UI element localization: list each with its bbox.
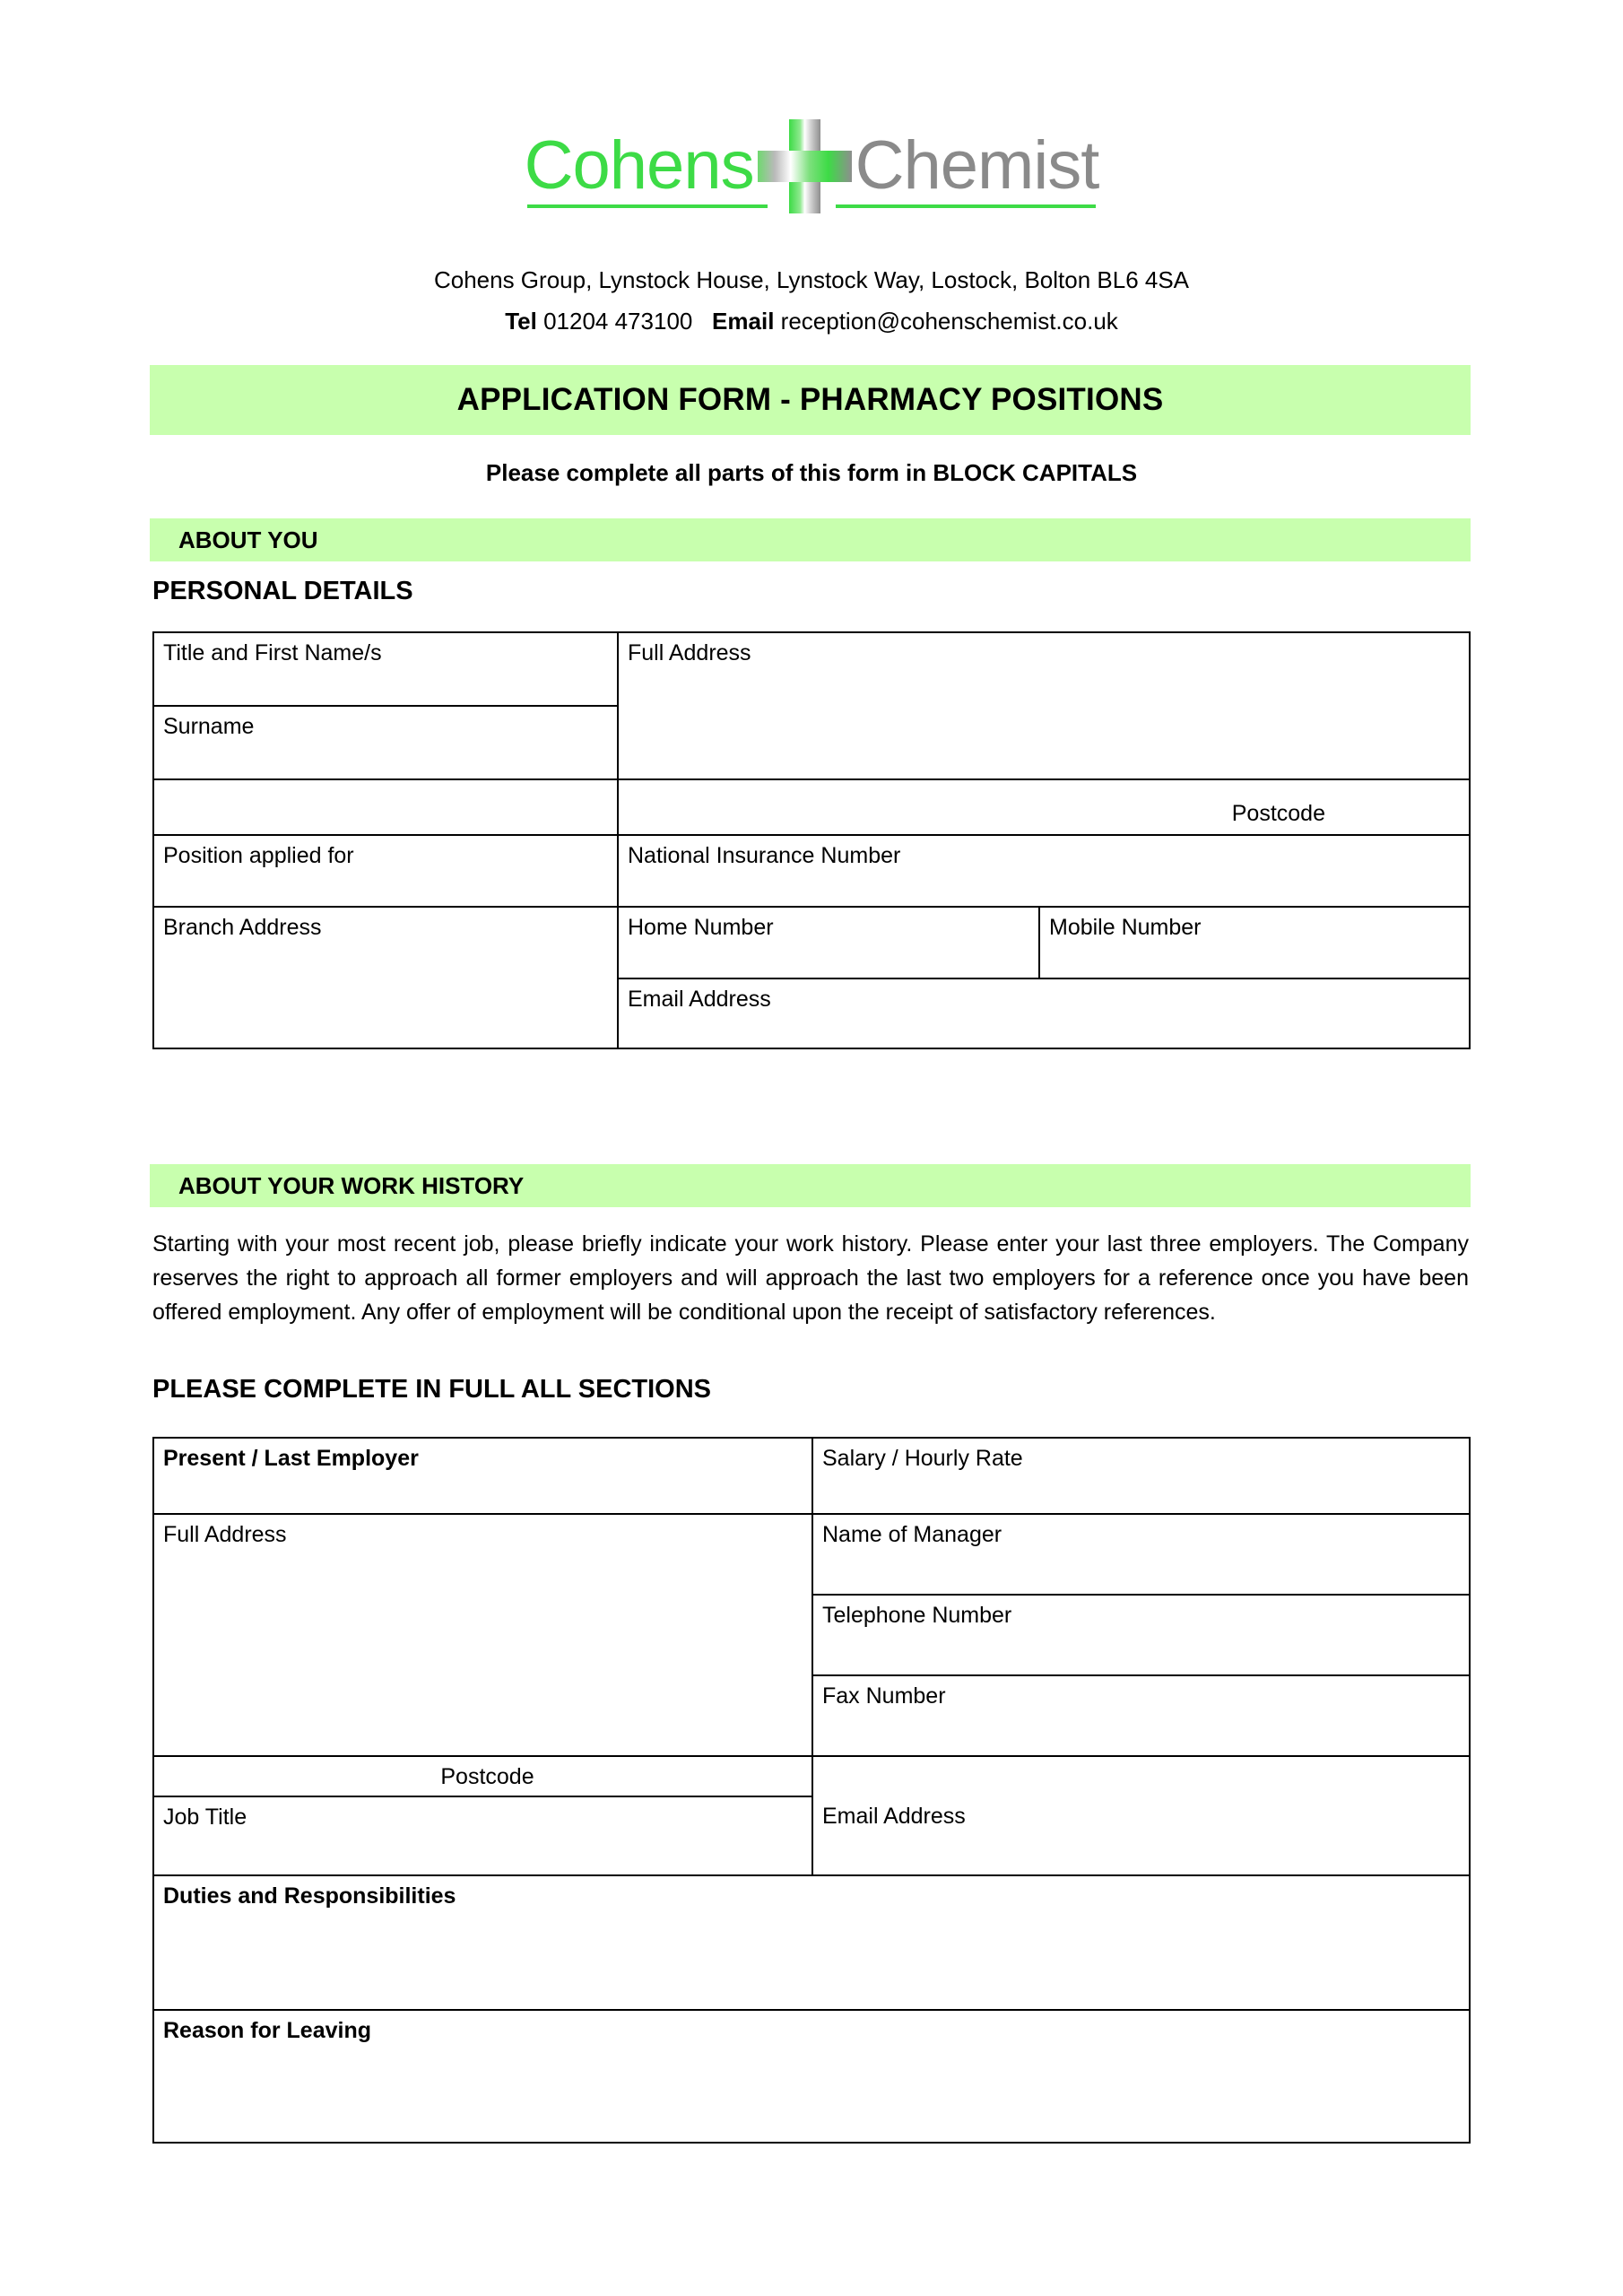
field-salary-hourly-rate[interactable]: Salary / Hourly Rate [812,1438,1470,1514]
tel-number: 01204 473100 [543,308,693,335]
field-name-of-manager[interactable]: Name of Manager [812,1514,1470,1595]
section-header-about-you: ABOUT YOU [150,518,1471,561]
company-address: Cohens Group, Lynstock House, Lynstock Way, Lostock, Bolton BL6 4SA [433,266,1190,293]
form-subtitle: Please complete all parts of this form in BLOCK CAPITALS [485,459,1138,486]
subheading-complete-all-sections: PLEASE COMPLETE IN FULL ALL SECTIONS [152,1375,712,1404]
field-home-number[interactable]: Home Number [618,907,1039,978]
company-logo [0,117,1623,215]
email-address-value: reception@cohenschemist.co.uk [780,308,1118,335]
field-job-title[interactable]: Job Title [153,1796,812,1875]
table-row [153,632,1470,706]
field-position-applied-for[interactable]: Position applied for [153,835,618,907]
table-row [153,1875,1470,2010]
section-header-work-history: ABOUT YOUR WORK HISTORY [150,1164,1471,1207]
field-present-last-employer[interactable]: Present / Last Employer [153,1438,812,1514]
field-surname[interactable] [153,706,618,779]
field-postcode-personal[interactable]: Postcode [618,779,1470,835]
logo-underline-left [527,204,768,208]
field-reason-for-leaving[interactable]: Reason for Leaving [153,2010,1470,2143]
field-full-address[interactable] [618,632,1470,779]
table-row [153,835,1470,907]
field-employer-full-address[interactable] [153,1514,812,1756]
form-title-banner: APPLICATION FORM - PHARMACY POSITIONS [150,365,1471,435]
tel-label: Tel [505,308,537,335]
employer-details-table [152,1437,1471,2144]
table-row [153,1514,1470,1595]
company-contact-line [0,306,1623,336]
field-employer-full-address-label: Full Address [163,1522,287,1547]
email-label: Email [712,308,775,335]
logo-inner [525,117,1099,215]
field-employer-postcode[interactable]: Postcode [153,1756,812,1796]
table-row [153,2010,1470,2143]
field-mobile-number[interactable]: Mobile Number [1039,907,1470,978]
field-national-insurance-number[interactable]: National Insurance Number [618,835,1470,907]
personal-details-table [152,631,1471,1049]
logo-text-chemist: Chemist [855,127,1099,204]
logo-text-cohens: Cohens [524,127,754,204]
table-row [153,779,1470,835]
subheading-personal-details: PERSONAL DETAILS [152,577,413,605]
work-history-intro-paragraph: Starting with your most recent job, please briefly indicate your work history. Please enter your last three employers. The Company reserves the right to approach all former employers and will approach the last two employers for a reference once you have been offered employment. Any offer of employment will be conditional upon the receipt of satisfactory references. [152,1231,1469,1325]
table-row [153,1796,1470,1875]
field-telephone-number[interactable]: Telephone Number [812,1595,1470,1675]
field-branch-address[interactable]: Branch Address [153,907,618,1048]
green-cross-icon [758,119,852,213]
table-row [153,1438,1470,1514]
cross-horizontal-bar [758,151,852,182]
field-title-first-names[interactable]: Title and First Name/s [153,632,618,706]
logo-underline-right [836,204,1096,208]
table-row [153,1756,1470,1796]
field-surname-label: Surname [163,714,255,739]
field-full-address-label: Full Address [628,640,751,665]
field-employer-email-address[interactable]: Email Address [812,1796,1470,1875]
field-email-address-personal[interactable]: Email Address [618,978,1470,1048]
field-fax-number[interactable]: Fax Number [812,1675,1470,1756]
field-duties-and-responsibilities[interactable]: Duties and Responsibilities [153,1875,1470,2010]
table-row [153,907,1470,978]
